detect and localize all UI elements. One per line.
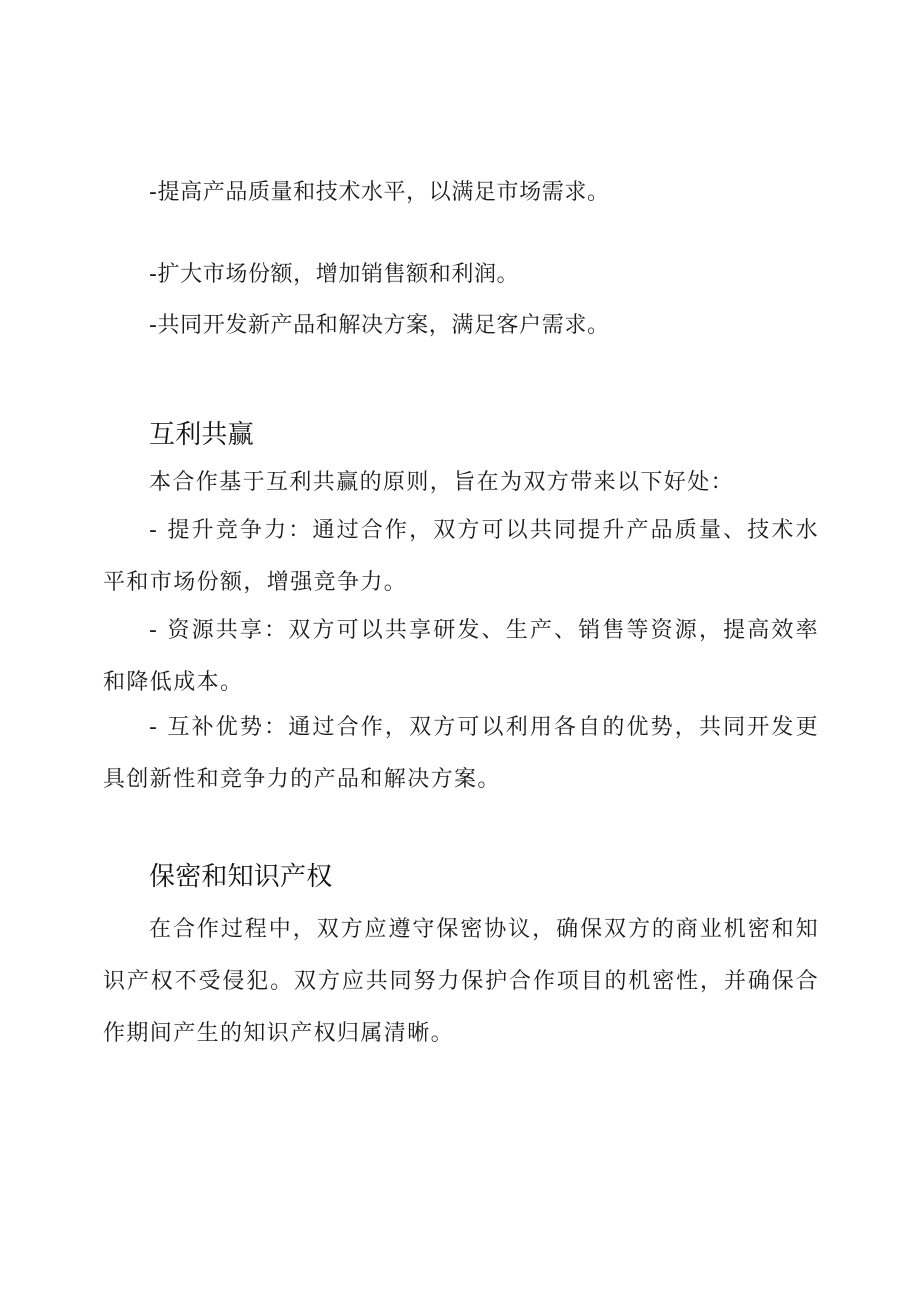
section-heading-mutual-benefit: 互利共赢 [149, 420, 254, 450]
benefit-item-resource-sharing: - 资源共享：双方可以共享研发、生产、销售等资源，提高效率和降低成本。 [103, 618, 819, 695]
goal-item-3: -共同开发新产品和解决方案，满足客户需求。 [149, 313, 610, 338]
goal-item-2: -扩大市场份额，增加销售额和利润。 [149, 262, 520, 287]
section-heading-confidentiality: 保密和知识产权 [149, 862, 333, 892]
mutual-benefit-intro: 本合作基于互利共赢的原则，旨在为双方带来以下好处： [149, 470, 735, 495]
goal-item-1: -提高产品质量和技术水平，以满足市场需求。 [149, 180, 610, 205]
confidentiality-body: 在合作过程中，双方应遵守保密协议，确保双方的商业机密和知识产权不受侵犯。双方应共同努力保护合作项目的机密性，并确保合作期间产生的知识产权归属清晰。 [103, 917, 819, 1046]
benefit-item-complementary: - 互补优势：通过合作，双方可以利用各自的优势，共同开发更具创新性和竞争力的产品和解决方案。 [103, 715, 819, 792]
benefit-item-competitiveness: - 提升竞争力：通过合作，双方可以共同提升产品质量、技术水平和市场份额，增强竞争力。 [103, 518, 819, 595]
